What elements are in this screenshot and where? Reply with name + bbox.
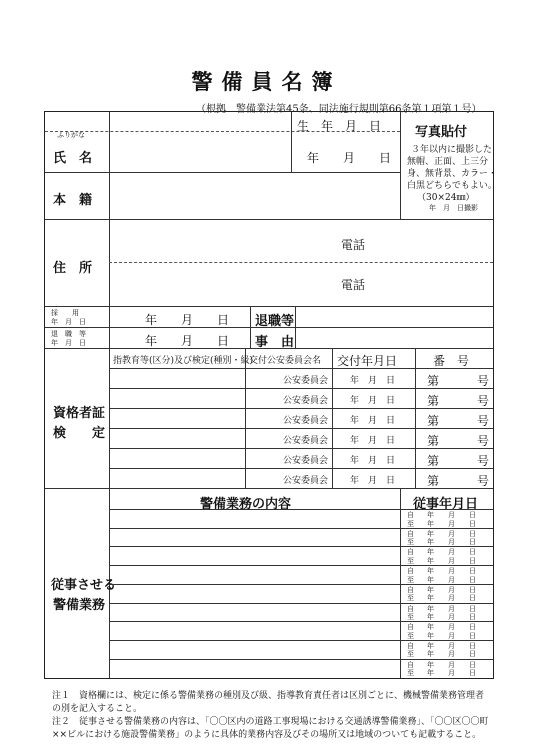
- qual-no-suffix: 号: [477, 414, 490, 428]
- duty-from-label: 自: [407, 604, 414, 613]
- duty-to-label: 至: [407, 538, 414, 547]
- name-label: 氏 名: [53, 151, 93, 166]
- roster-form: [44, 111, 498, 679]
- qual-no-prefix: 第: [427, 454, 440, 468]
- qual-no-prefix: 第: [427, 414, 440, 428]
- phone-label-1: 電話: [341, 238, 366, 252]
- duty-to-label: 至: [407, 594, 414, 603]
- hire-date-field: 年 月 日: [145, 313, 230, 327]
- duty-from-label: 自: [407, 567, 414, 576]
- hire-label: 採 用: [51, 309, 79, 317]
- address-bottom-line: [45, 306, 493, 307]
- duty-from-date: 年 月 日: [427, 641, 476, 650]
- duty-from-date: 年 月 日: [427, 623, 476, 632]
- birth-divider: [291, 112, 292, 172]
- hire-label-sub: 年 月 日: [51, 318, 86, 326]
- photo-instr-2: 無帽、正面、上三分: [407, 157, 489, 167]
- photo-instr-4: 白黒どちらでもよい。: [407, 181, 497, 191]
- retire-label: 退 職 等: [51, 330, 86, 338]
- duty-from-date: 年 月 日: [427, 511, 476, 519]
- qual-header-1: 指教育等(区分)及び検定(種別・級): [113, 356, 254, 366]
- duty-to-date: 年 月 日: [427, 519, 476, 528]
- retire-reason-label-1: 退職等: [255, 314, 295, 329]
- qual-no-suffix: 号: [477, 454, 490, 468]
- photo-size: （30×24㎜）: [417, 193, 475, 203]
- qual-col-3: [332, 348, 333, 488]
- duty-to-label: 至: [407, 669, 414, 678]
- address-mid-line: [109, 262, 493, 263]
- retire-reason-label-2: 事 由: [255, 335, 295, 350]
- photo-title: 写真貼付: [415, 125, 468, 140]
- qual-row-line: [109, 448, 493, 449]
- furigana-label: ふりがな: [57, 131, 85, 139]
- qual-row-line: [109, 408, 493, 409]
- duty-from-label: 自: [407, 623, 414, 632]
- qual-no-suffix: 号: [477, 374, 490, 388]
- retire-label-sub: 年 月 日: [51, 339, 86, 347]
- qual-row-line: [109, 468, 493, 469]
- duty-label-1: 従事させる: [51, 578, 117, 593]
- duty-to-label: 至: [407, 556, 414, 565]
- duty-to-date: 年 月 日: [427, 669, 476, 678]
- duty-from-label: 自: [407, 529, 414, 538]
- duty-from-label: 自: [407, 641, 414, 650]
- qual-date: 年 月 日: [350, 436, 396, 446]
- duty-to-date: 年 月 日: [427, 575, 476, 584]
- duty-to-date: 年 月 日: [427, 538, 476, 547]
- qual-label-1: 資格者証: [53, 406, 106, 421]
- duty-from-label: 自: [407, 660, 414, 669]
- photo-box-divider: [400, 112, 401, 219]
- qual-header-2: 交付公安委員会名: [249, 356, 322, 366]
- note-1: 注１ 資格欄には、検定に係る警備業務の種別及び級、指導教育責任者は区別ごとに、機械警備業務管理者の別を記入すること。: [52, 691, 485, 714]
- duty-from-date: 年 月 日: [427, 567, 476, 576]
- qual-label-2: 検 定: [53, 426, 106, 441]
- duty-to-date: 年 月 日: [427, 631, 476, 640]
- duty-from-date: 年 月 日: [427, 585, 476, 594]
- duty-to-date: 年 月 日: [427, 594, 476, 603]
- qual-committee: 公安委員会: [283, 476, 329, 486]
- duty-from-date: 年 月 日: [427, 529, 476, 538]
- honseki-label: 本 籍: [53, 193, 93, 208]
- phone-label-2: 電話: [341, 278, 366, 292]
- duty-to-date: 年 月 日: [427, 650, 476, 659]
- hire-divider-1: [250, 306, 251, 348]
- page-subtitle: （根拠 警備業法第45条、同法施行規則第66条第１項第１号）: [196, 104, 482, 115]
- birth-date-field: 年 月 日: [307, 151, 392, 165]
- duty-from-label: 自: [407, 548, 414, 557]
- qual-no-suffix: 号: [477, 474, 490, 488]
- photo-date: 年 月 日撮影: [429, 204, 478, 212]
- qual-committee: 公安委員会: [283, 396, 329, 406]
- name-bottom-line: [45, 172, 400, 173]
- duty-to-label: 至: [407, 613, 414, 621]
- qual-no-prefix: 第: [427, 474, 440, 488]
- duty-period-header: 従事年月日: [413, 497, 479, 512]
- qual-date: 年 月 日: [350, 476, 396, 486]
- qual-date: 年 月 日: [350, 376, 396, 386]
- duty-to-label: 至: [407, 650, 414, 659]
- qual-no-prefix: 第: [427, 394, 440, 408]
- qual-date: 年 月 日: [350, 416, 396, 426]
- qual-header-line: [109, 368, 493, 369]
- qual-committee: 公安委員会: [283, 436, 329, 446]
- qual-no-suffix: 号: [477, 394, 490, 408]
- qual-committee: 公安委員会: [283, 416, 329, 426]
- note-2: 注２ 従事させる警備業務の内容は、「〇〇区内の道路工事現場における交通誘導警備業務」、「〇〇区〇〇町××ビルにおける施設警備業務」のように具体的業務内容及びその場所又は地域のついても記載すること。: [52, 717, 489, 740]
- duty-to-label: 至: [407, 631, 414, 640]
- qual-no-prefix: 第: [427, 434, 440, 448]
- duty-from-date: 年 月 日: [427, 604, 476, 613]
- duty-content-header: 警備業務の内容: [200, 497, 292, 512]
- qual-date: 年 月 日: [350, 396, 396, 406]
- duty-from-date: 年 月 日: [427, 660, 476, 669]
- qual-col-4: [415, 348, 416, 488]
- qual-col-2: [245, 348, 246, 488]
- photo-instr-1: ３年以内に撮影した: [411, 145, 493, 155]
- page-title: 警備員名簿: [191, 69, 342, 94]
- birth-date-label: 生 年 月 日: [297, 119, 382, 133]
- qual-row-line: [109, 388, 493, 389]
- duty-from-label: 自: [407, 511, 414, 519]
- duty-label-2: 警備業務: [53, 598, 106, 613]
- duty-to-date: 年 月 日: [427, 556, 476, 565]
- duty-to-label: 至: [407, 575, 414, 584]
- qual-no-suffix: 号: [477, 434, 490, 448]
- duty-from-label: 自: [407, 585, 414, 594]
- qual-header-3: 交付年月日: [337, 354, 398, 368]
- qual-committee: 公安委員会: [283, 376, 329, 386]
- duty-to-label: 至: [407, 519, 414, 528]
- duty-top-line: [45, 488, 493, 489]
- duty-to-date: 年 月 日: [427, 613, 476, 621]
- duty-from-date: 年 月 日: [427, 548, 476, 557]
- notes: [52, 690, 492, 742]
- address-label: 住 所: [53, 261, 93, 276]
- hire-divider-2: [295, 306, 296, 348]
- qual-row-line: [109, 428, 493, 429]
- honseki-bottom-line: [45, 219, 493, 220]
- qual-no-prefix: 第: [427, 374, 440, 388]
- qual-committee: 公安委員会: [283, 456, 329, 466]
- qual-date: 年 月 日: [350, 456, 396, 466]
- photo-instr-3: 身、無背景、カラー・: [407, 169, 498, 179]
- qual-header-4: 番 号: [433, 354, 470, 368]
- label-column-divider: [109, 112, 110, 678]
- retire-date-field: 年 月 日: [145, 334, 230, 348]
